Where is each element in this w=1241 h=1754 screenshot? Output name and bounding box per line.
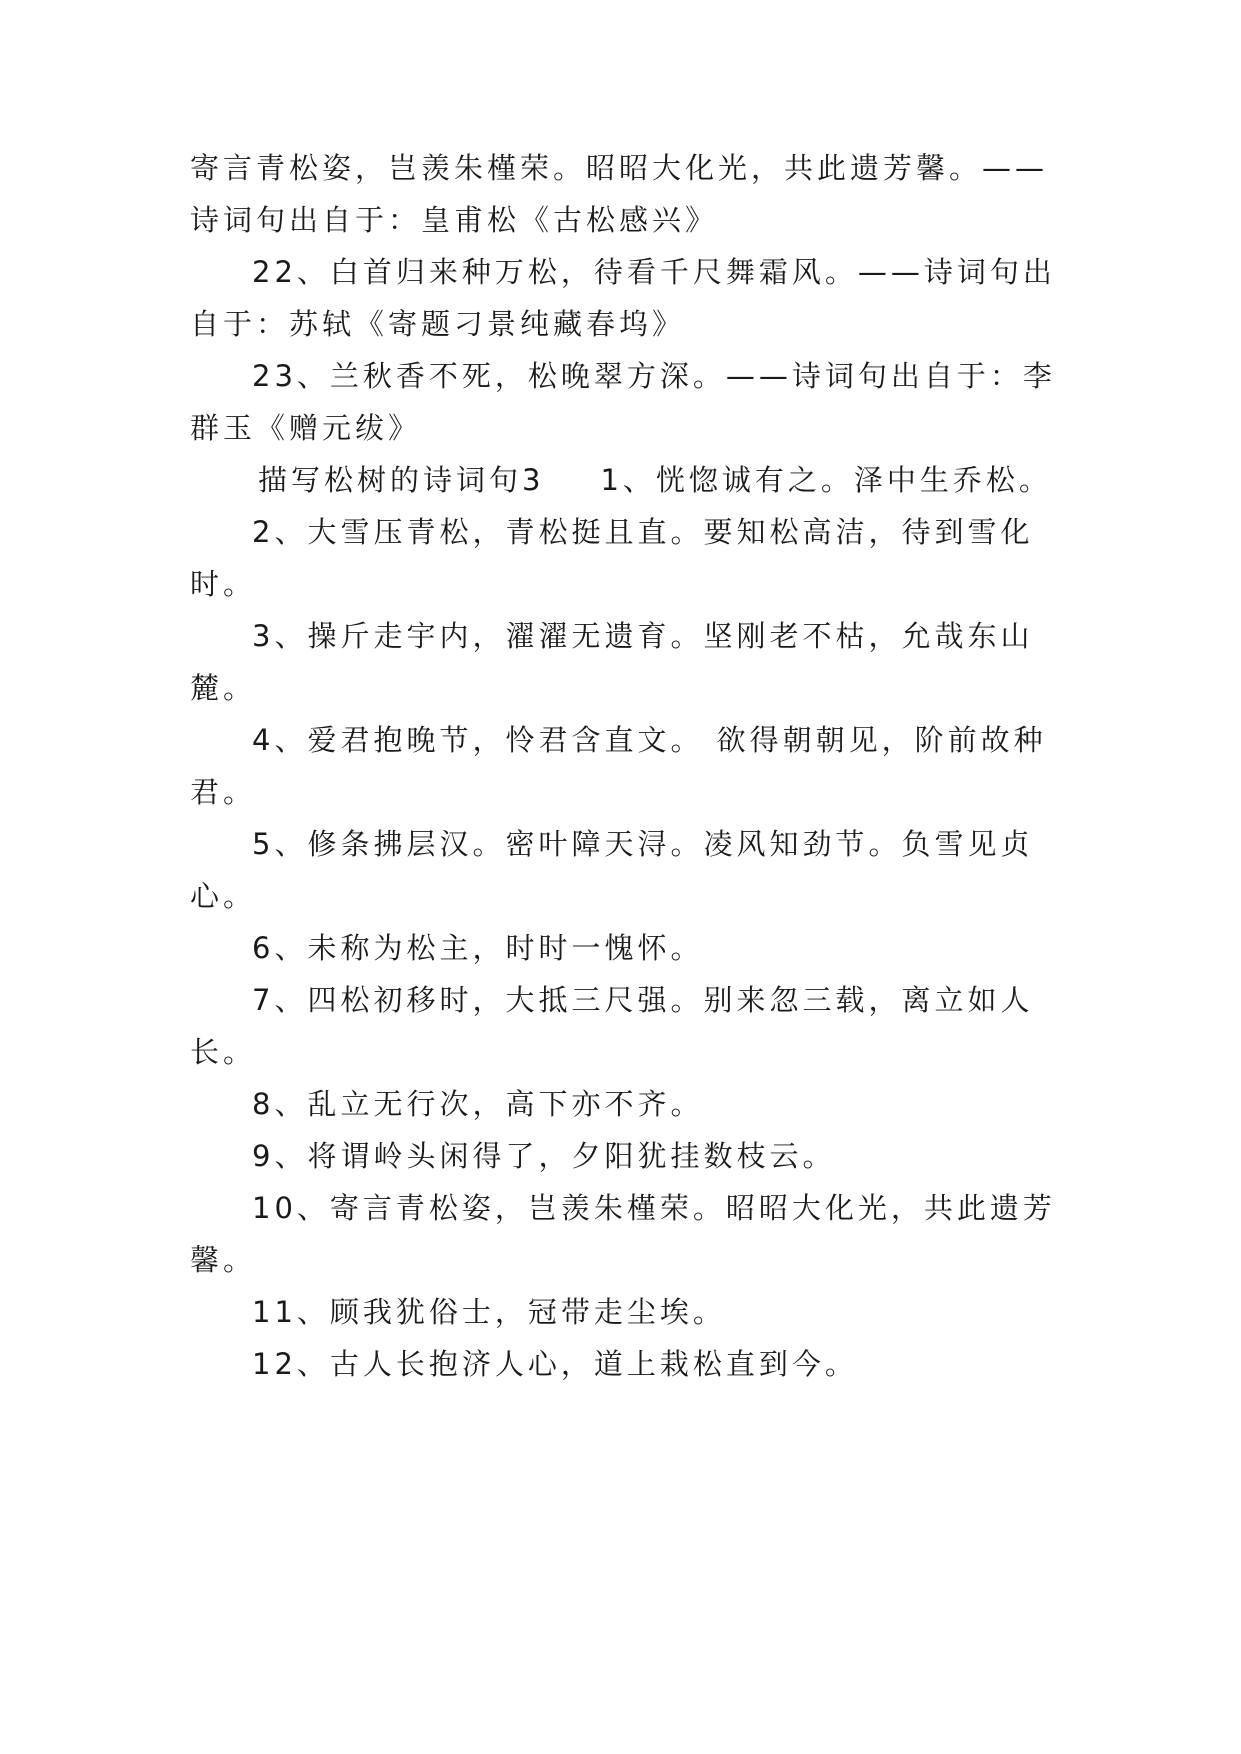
section-first-item: 1、恍惚诚有之。泽中生乔松。 [600, 463, 1052, 497]
text-line: 22、白首归来种万松，待看千尺舞霜风。——诗词句出 [252, 255, 1056, 289]
list-item-continuation: 时。 [190, 567, 257, 601]
list-item: 5、修条拂层汉。密叶障天浔。凌风知劲节。负雪见贞 [252, 827, 1034, 861]
text-line: 诗词句出自于：皇甫松《古松感兴》 [190, 203, 719, 237]
list-item-continuation: 君。 [190, 775, 257, 809]
section-line [258, 460, 1138, 500]
list-item: 10、寄言青松姿，岂羡朱槿荣。昭昭大化光，共此遗芳 [252, 1191, 1056, 1225]
text-line: 群玉《赠元绂》 [190, 411, 422, 445]
list-item: 8、乱立无行次，高下亦不齐。 [252, 1087, 704, 1121]
list-item-continuation: 长。 [190, 1035, 257, 1069]
section-heading: 描写松树的诗词句3 [258, 463, 545, 497]
list-item: 3、操斤走宇内，濯濯无遗育。坚刚老不枯，允哉东山 [252, 619, 1034, 653]
list-item-continuation: 馨。 [190, 1243, 257, 1277]
text-line: 23、兰秋香不死，松晚翠方深。——诗词句出自于：李 [252, 359, 1056, 393]
text-line: 自于：苏轼《寄题刁景纯藏春坞》 [190, 307, 686, 341]
text-line: 寄言青松姿，岂羡朱槿荣。昭昭大化光，共此遗芳馨。—— [190, 151, 1049, 185]
list-item: 4、爱君抱晚节，怜君含直文。 欲得朝朝见，阶前故种 [252, 723, 1047, 757]
list-item-continuation: 心。 [190, 879, 257, 913]
list-item: 12、古人长抱济人心，道上栽松直到今。 [252, 1347, 858, 1381]
list-item: 6、未称为松主，时时一愧怀。 [252, 931, 704, 965]
list-item: 2、大雪压青松，青松挺且直。要知松高洁，待到雪化 [252, 515, 1034, 549]
list-item-continuation: 麓。 [190, 671, 257, 705]
list-item: 7、四松初移时，大抵三尺强。别来忽三载，离立如人 [252, 983, 1034, 1017]
list-item: 9、将谓岭头闲得了，夕阳犹挂数枝云。 [252, 1139, 836, 1173]
list-item: 11、顾我犹俗士，冠带走尘埃。 [252, 1295, 726, 1329]
